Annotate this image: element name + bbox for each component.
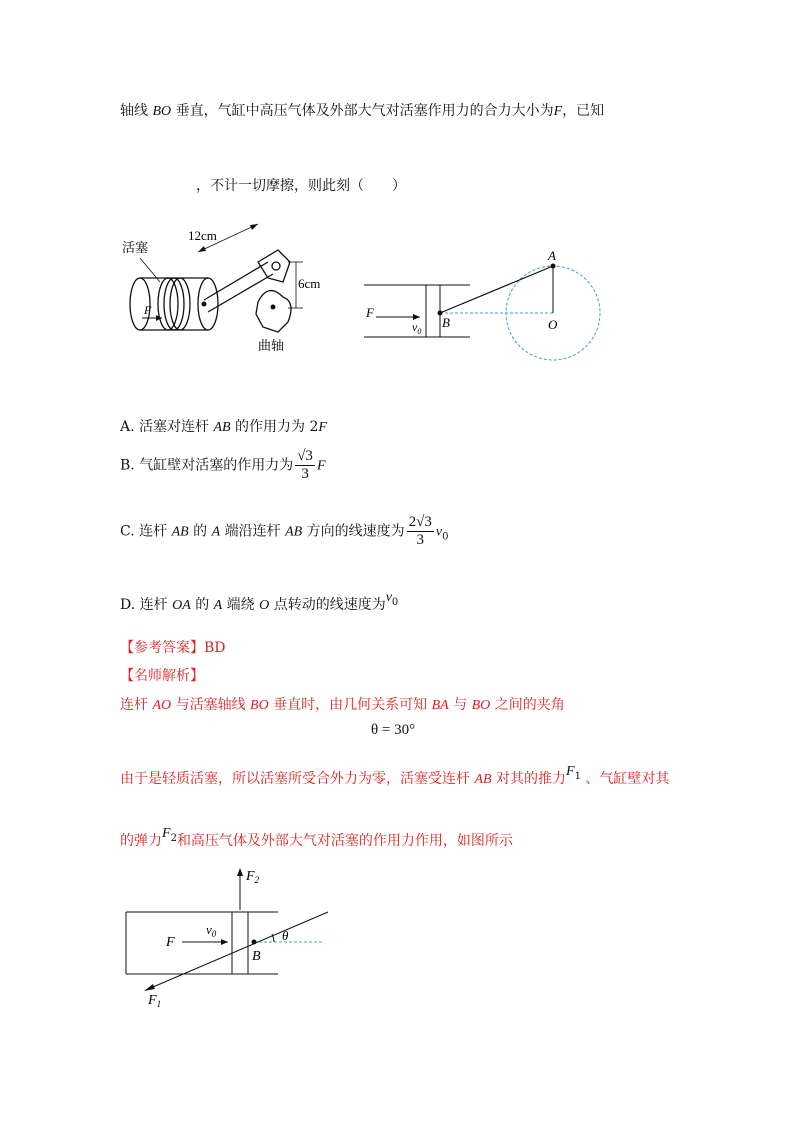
text: 与 — [448, 697, 472, 713]
option-a[interactable] — [120, 416, 327, 436]
label-F1: $F_1$ — [148, 993, 162, 1009]
subscript: 2 — [170, 832, 177, 844]
subscript: 1 — [574, 770, 581, 782]
text: 端沿连杆 — [220, 523, 286, 540]
var: AB — [285, 524, 303, 540]
var: OA — [172, 598, 191, 613]
figure-geometry — [360, 245, 610, 370]
label-O: O — [548, 317, 558, 332]
var: AB — [474, 772, 492, 787]
denominator: 3 — [301, 466, 309, 482]
analysis-line-3 — [120, 826, 513, 852]
text: 的弹力 — [120, 833, 162, 849]
label-v: $v_0$ — [412, 320, 422, 336]
numerator: 2√3 — [408, 514, 432, 530]
var: BO — [250, 698, 269, 713]
analysis-line-1 — [120, 694, 565, 714]
analysis-line-2 — [120, 764, 670, 790]
answer-line — [120, 637, 226, 657]
answer-value: BD — [204, 640, 226, 656]
option-b[interactable] — [120, 448, 326, 483]
fraction — [295, 448, 315, 483]
subscript: 0 — [442, 531, 449, 543]
label-A: A — [548, 248, 556, 263]
text: 与活塞轴线 — [171, 697, 251, 713]
text: 、气缸壁对其 — [580, 771, 670, 787]
text: 之间的夹角 — [490, 697, 565, 713]
var: A — [211, 524, 221, 540]
subscript: 0 — [391, 596, 399, 608]
formula: θ = 30° — [371, 722, 416, 738]
label-F: F — [366, 305, 374, 320]
figure-force-diagram — [118, 862, 348, 1012]
option-c[interactable] — [120, 514, 448, 549]
var: v — [435, 524, 443, 540]
var: v — [385, 590, 392, 605]
var: F — [162, 826, 171, 841]
denominator: 3 — [416, 532, 424, 548]
var: AO — [152, 698, 172, 713]
var: F — [316, 458, 326, 474]
option-d[interactable] — [120, 590, 399, 616]
question-line-1 — [120, 100, 604, 120]
formula-theta — [371, 722, 415, 739]
question-line-2 — [196, 175, 406, 195]
label-12cm: 12cm — [188, 228, 217, 243]
text: D. 连杆 — [120, 597, 173, 613]
text: 垂直时，由几何关系可知 — [268, 697, 432, 713]
text: 端绕 — [222, 597, 260, 613]
answer-label: 【参考答案】 — [120, 640, 204, 656]
label-theta: θ — [282, 928, 289, 943]
label-B: B — [252, 949, 261, 964]
var: F — [318, 420, 327, 435]
analysis-label — [120, 665, 204, 685]
text: A. 活塞对连杆 — [120, 419, 214, 435]
text: 【名师解析】 — [120, 668, 204, 684]
text: 点转动的线速度为 — [269, 597, 386, 613]
text: 和高压气体及外部大气对活塞的作用力作用，如图所示 — [176, 833, 513, 849]
text: C. 连杆 — [120, 523, 172, 540]
text: 轴线 — [120, 103, 153, 119]
text: ，已知 — [562, 103, 605, 119]
text: 连杆 — [120, 697, 153, 713]
var: AB — [171, 524, 189, 540]
var-F: F — [553, 104, 563, 119]
var-BO: BO — [152, 104, 172, 119]
var: BO — [471, 698, 491, 713]
text: 的 — [188, 523, 212, 540]
var: AB — [213, 420, 231, 435]
text: 方向的线速度为 — [302, 523, 405, 540]
fraction — [407, 514, 434, 549]
text: 的 — [190, 597, 214, 613]
label-crank: 曲轴 — [258, 338, 285, 353]
text: 的作用力为 2 — [230, 419, 319, 435]
label-piston: 活塞 — [122, 240, 149, 255]
label-6cm: 6cm — [298, 276, 321, 291]
var: BA — [431, 698, 449, 713]
text: ，不计一切摩擦，则此刻（ ） — [196, 178, 406, 194]
var: F — [566, 764, 575, 779]
numerator: √3 — [297, 448, 313, 464]
label-v: $v_0$ — [206, 922, 217, 939]
figure-piston-crank — [118, 222, 358, 362]
text: 由于是轻质活塞，所以活塞所受合外力为零，活塞受连杆 — [120, 771, 475, 787]
label-F: F — [166, 935, 175, 950]
text: B. 气缸壁对活塞的作用力为 — [120, 457, 294, 474]
label-B: B — [442, 315, 450, 330]
var: A — [213, 598, 223, 613]
text: 对其的推力 — [491, 771, 567, 787]
text: 垂直，气缸中高压气体及外部大气对活塞作用力的合力大小为 — [171, 103, 554, 119]
var: O — [259, 598, 270, 613]
label-F: F — [144, 303, 152, 317]
label-F2: $F_2$ — [246, 869, 260, 885]
